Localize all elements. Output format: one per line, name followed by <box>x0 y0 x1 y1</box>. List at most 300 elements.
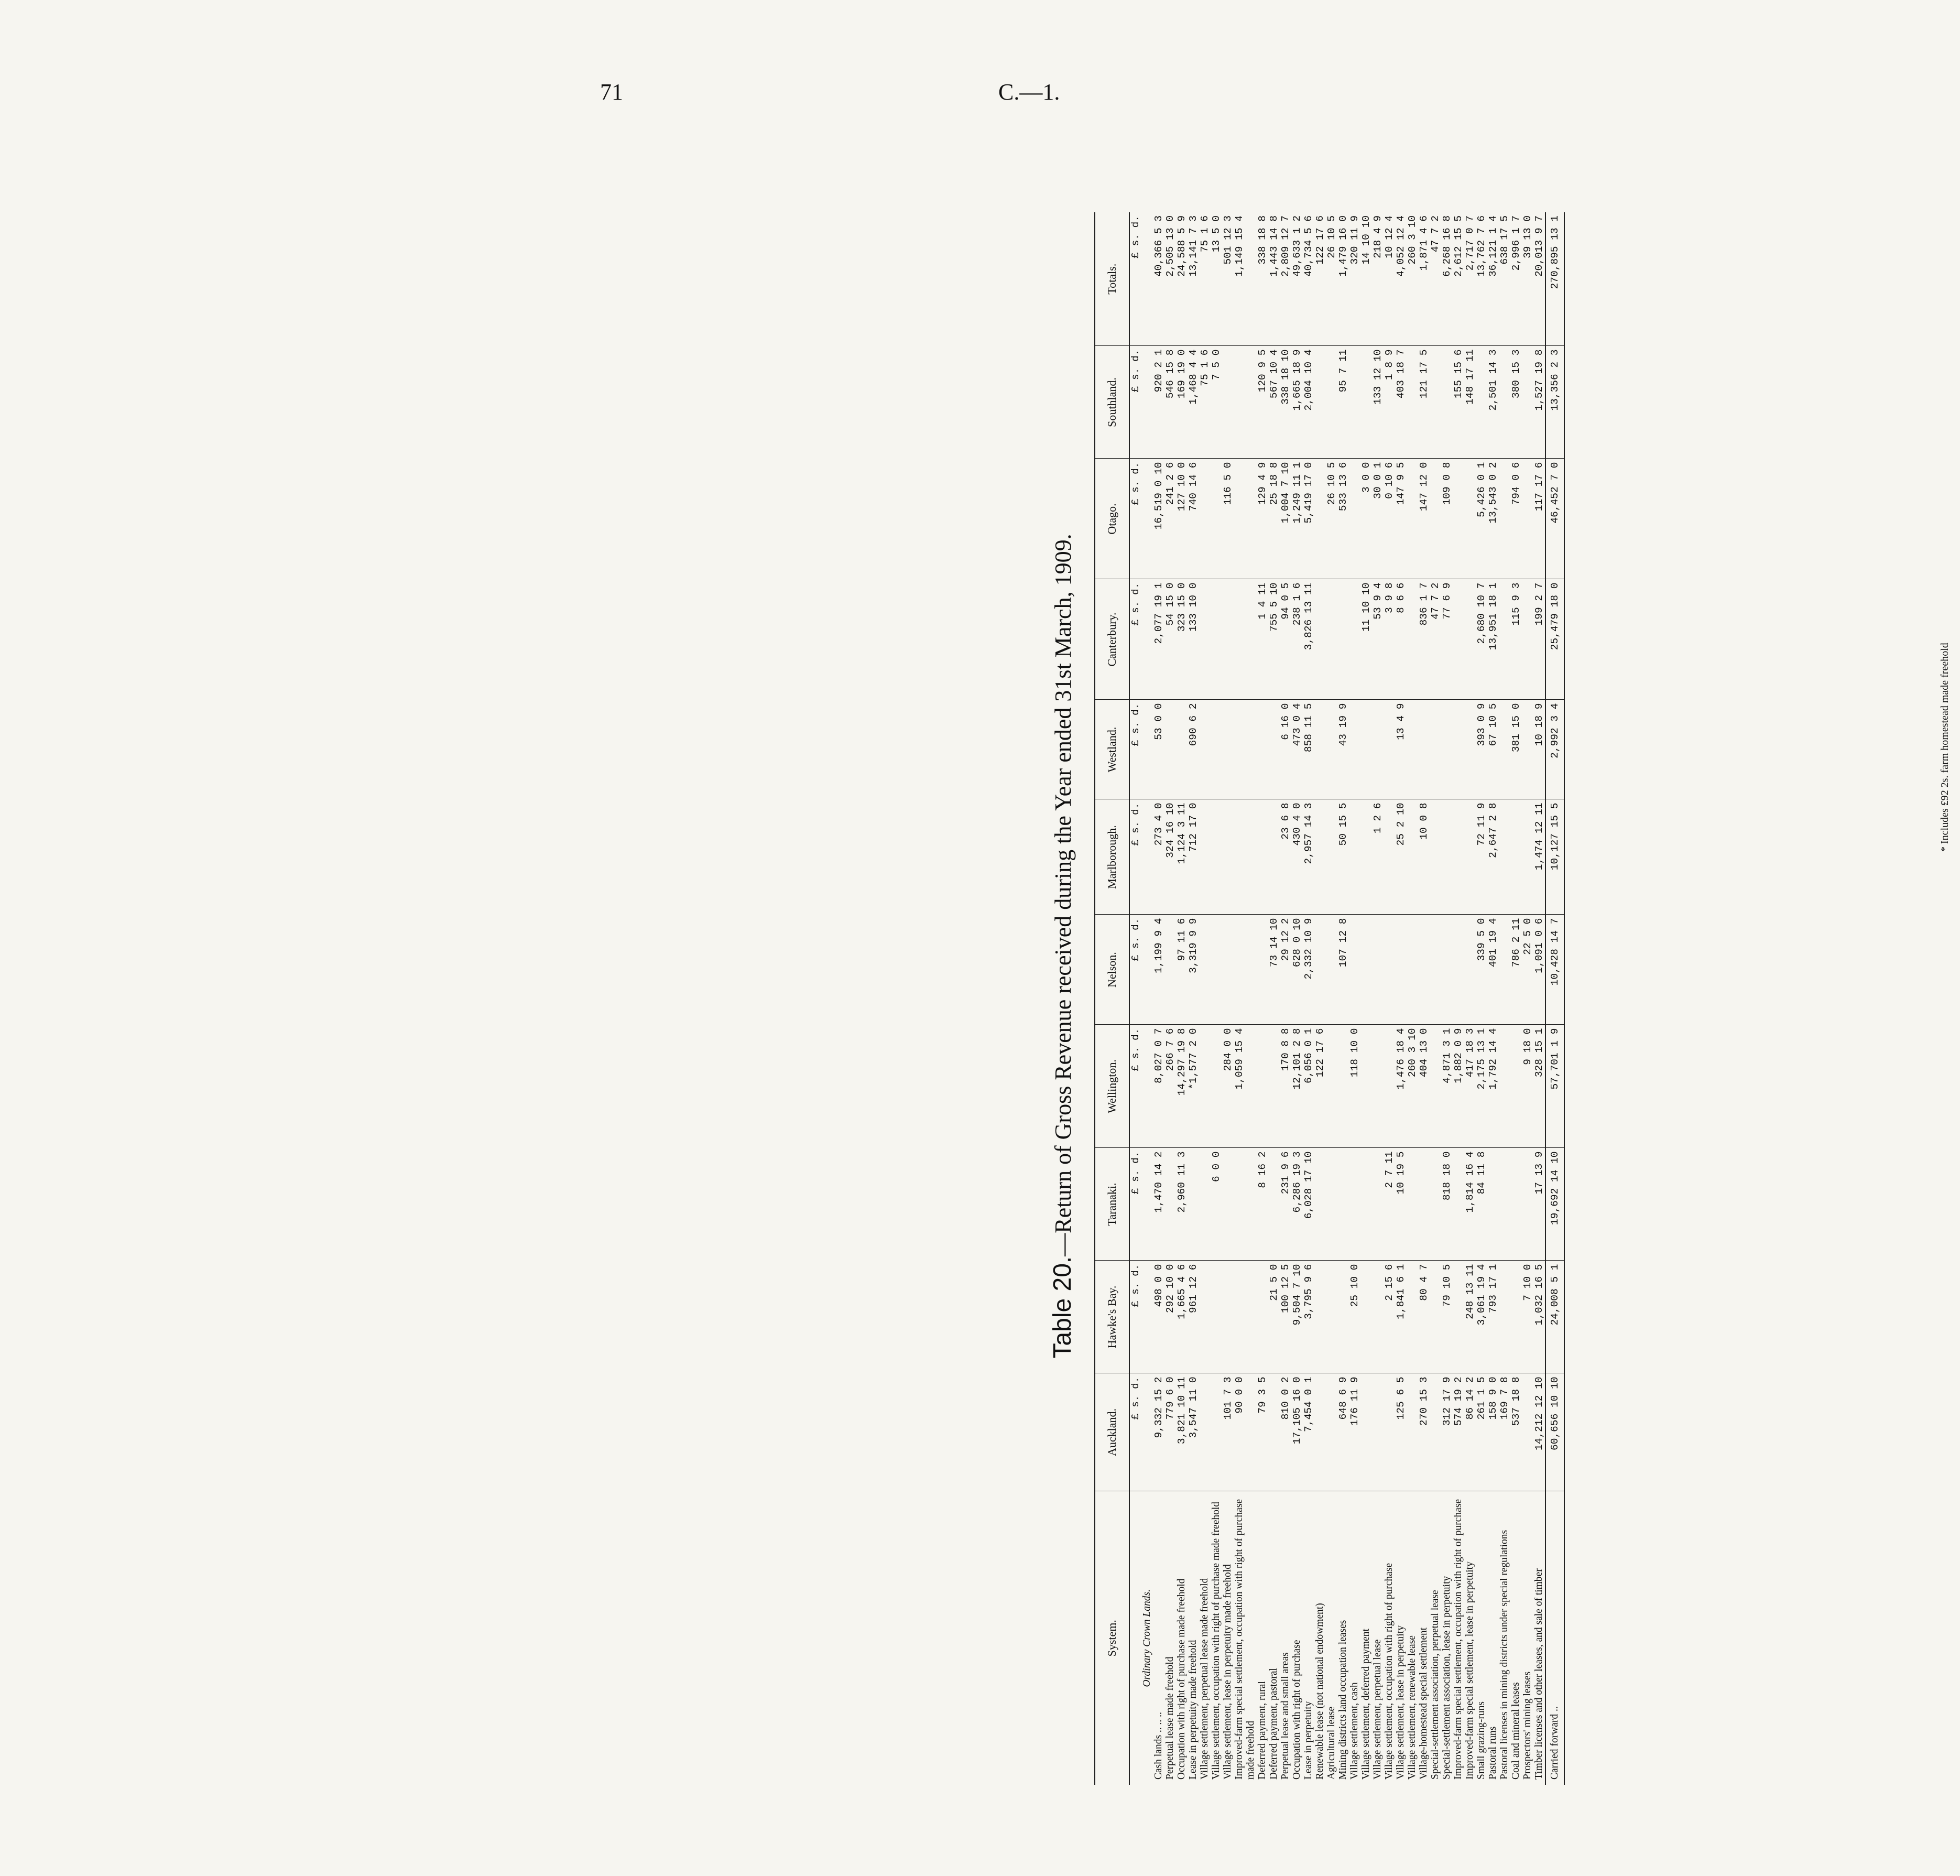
value-cell <box>1360 915 1372 1025</box>
value-cell: 1,470 14 2 <box>1153 1148 1164 1261</box>
value-cell: 13,141 7 3 <box>1188 212 1199 346</box>
value-cell <box>1211 579 1222 700</box>
value-cell <box>1453 799 1464 915</box>
system-name: Village settlement, renewable lease <box>1407 1635 1418 1780</box>
section-blank <box>1141 1373 1153 1491</box>
value-cell: 498 0 0 <box>1153 1261 1164 1373</box>
value-cell: 1,814 16 4 <box>1464 1148 1476 1261</box>
value-cell: 292 10 0 <box>1164 1261 1176 1373</box>
value-cell: 3,826 13 11 <box>1303 579 1314 700</box>
value-cell <box>1211 1025 1222 1148</box>
value-cell <box>1430 700 1441 799</box>
value-cell <box>1257 1261 1268 1373</box>
value-cell: 16,519 0 10 <box>1153 459 1164 579</box>
value-cell: 107 12 8 <box>1337 915 1349 1025</box>
value-cell <box>1268 1373 1280 1491</box>
value-cell: 53 0 0 <box>1153 700 1164 799</box>
table-row <box>1153 212 1164 1785</box>
table-row <box>1164 212 1176 1785</box>
value-cell <box>1222 915 1234 1025</box>
total-cell: 13,356 2 3 <box>1545 346 1564 459</box>
value-cell: 117 17 6 <box>1533 459 1545 579</box>
value-cell: 417 18 3 <box>1464 1025 1476 1148</box>
value-cell <box>1372 1148 1384 1261</box>
value-cell: 284 0 0 <box>1222 1025 1234 1148</box>
value-cell: 401 19 4 <box>1487 915 1499 1025</box>
value-cell: 323 15 0 <box>1176 579 1188 700</box>
value-cell <box>1499 915 1510 1025</box>
table-row <box>1268 212 1280 1785</box>
value-cell <box>1510 1025 1522 1148</box>
value-cell: 338 18 8 <box>1257 212 1268 346</box>
value-cell: 10 19 5 <box>1395 1148 1407 1261</box>
value-cell <box>1268 1025 1280 1148</box>
value-cell <box>1430 1148 1441 1261</box>
value-cell <box>1360 799 1372 915</box>
value-cell: 1,468 4 4 <box>1188 346 1199 459</box>
value-cell <box>1372 1261 1384 1373</box>
footnote: * Includes £92 2s. farm homestead made freehold <box>1939 643 1951 852</box>
value-cell: 176 11 9 <box>1349 1373 1360 1491</box>
value-cell <box>1430 1261 1441 1373</box>
value-cell: 473 0 4 <box>1291 700 1303 799</box>
value-cell <box>1522 579 1533 700</box>
table-row <box>1499 212 1510 1785</box>
total-cell: 46,452 7 0 <box>1545 459 1564 579</box>
value-cell <box>1384 799 1395 915</box>
value-cell <box>1349 700 1360 799</box>
value-cell <box>1211 1373 1222 1491</box>
section-blank <box>1141 346 1153 459</box>
value-cell: 14 10 10 <box>1360 212 1372 346</box>
total-cell: 25,479 18 0 <box>1545 579 1564 700</box>
table-row <box>1280 212 1291 1785</box>
value-cell: 21 5 0 <box>1268 1261 1280 1373</box>
value-cell <box>1314 1261 1326 1373</box>
value-cell <box>1487 1148 1499 1261</box>
value-cell <box>1464 915 1476 1025</box>
value-cell: 755 5 10 <box>1268 579 1280 700</box>
value-cell: 248 13 11 <box>1464 1261 1476 1373</box>
table-row <box>1360 212 1372 1785</box>
value-cell: 1,527 19 8 <box>1533 346 1545 459</box>
value-cell: 30 0 1 <box>1372 459 1384 579</box>
value-cell: 320 11 9 <box>1349 212 1360 346</box>
value-cell: 786 2 11 <box>1510 915 1522 1025</box>
total-cell: 270,895 13 1 <box>1545 212 1564 346</box>
table-row <box>1176 212 1188 1785</box>
value-cell <box>1407 700 1418 799</box>
value-cell <box>1384 1373 1395 1491</box>
value-cell: 2,332 10 9 <box>1303 915 1314 1025</box>
value-cell: 43 19 9 <box>1337 700 1349 799</box>
value-cell: 2,957 14 3 <box>1303 799 1314 915</box>
value-cell <box>1407 346 1418 459</box>
value-cell <box>1234 459 1257 579</box>
system-name: Deferred payment, pastoral <box>1268 1668 1279 1780</box>
value-cell: 690 6 2 <box>1188 700 1199 799</box>
value-cell <box>1326 799 1337 915</box>
value-cell: 170 8 8 <box>1280 1025 1291 1148</box>
value-cell: 40,366 5 3 <box>1153 212 1164 346</box>
value-cell <box>1510 799 1522 915</box>
table-row <box>1418 212 1430 1785</box>
system-name: Village settlement, lease in perpetuity <box>1395 1625 1406 1780</box>
table-row <box>1303 212 1314 1785</box>
value-cell: 312 17 9 <box>1441 1373 1453 1491</box>
value-cell: 129 4 9 <box>1257 459 1268 579</box>
table-row <box>1441 212 1453 1785</box>
units-cell: £ s. d. <box>1129 212 1141 346</box>
system-name: Small grazing-runs <box>1476 1701 1487 1780</box>
value-cell: 109 0 8 <box>1441 459 1453 579</box>
section-blank <box>1141 579 1153 700</box>
value-cell <box>1464 459 1476 579</box>
value-cell: 125 6 5 <box>1395 1373 1407 1491</box>
system-name: Agricultural lease <box>1326 1706 1337 1780</box>
value-cell <box>1418 700 1430 799</box>
value-cell <box>1522 700 1533 799</box>
value-cell: 9,504 7 10 <box>1291 1261 1303 1373</box>
value-cell <box>1326 1261 1337 1373</box>
value-cell <box>1499 346 1510 459</box>
value-cell <box>1349 799 1360 915</box>
value-cell <box>1464 579 1476 700</box>
units-cell: £ s. d. <box>1129 1373 1141 1491</box>
value-cell: 793 17 1 <box>1487 1261 1499 1373</box>
value-cell: 10 18 9 <box>1533 700 1545 799</box>
value-cell <box>1268 700 1280 799</box>
value-cell: 75 1 6 <box>1199 346 1211 459</box>
value-cell: 858 11 5 <box>1303 700 1314 799</box>
value-cell <box>1430 1373 1441 1491</box>
value-cell <box>1441 799 1453 915</box>
value-cell <box>1407 1261 1418 1373</box>
value-cell <box>1234 700 1257 799</box>
system-name: Improved-farm special settlement, lease in perpetuity <box>1464 1561 1475 1780</box>
value-cell: 6,056 0 1 <box>1303 1025 1314 1148</box>
value-cell: 8 6 6 <box>1395 579 1407 700</box>
value-cell: 2,501 14 3 <box>1487 346 1499 459</box>
value-cell <box>1453 459 1464 579</box>
value-cell: 779 6 0 <box>1164 1373 1176 1491</box>
value-cell <box>1222 1148 1234 1261</box>
value-cell: *1,577 2 0 <box>1188 1025 1199 1148</box>
value-cell <box>1453 700 1464 799</box>
value-cell: 403 18 7 <box>1395 346 1407 459</box>
value-cell <box>1510 1261 1522 1373</box>
value-cell: 133 12 10 <box>1372 346 1384 459</box>
value-cell: 13,543 0 2 <box>1487 459 1499 579</box>
value-cell <box>1199 1148 1211 1261</box>
value-cell <box>1257 799 1268 915</box>
value-cell: 261 1 5 <box>1476 1373 1487 1491</box>
value-cell: 1,249 11 1 <box>1291 459 1303 579</box>
value-cell <box>1199 1373 1211 1491</box>
total-row <box>1545 212 1564 1785</box>
value-cell: 404 13 0 <box>1418 1025 1430 1148</box>
value-cell: 324 16 10 <box>1164 799 1176 915</box>
system-name: Pastoral runs <box>1487 1726 1498 1780</box>
system-name: Occupation with right of purchase <box>1291 1640 1302 1780</box>
system-name: Village settlement, lease in perpetuity made freehold <box>1222 1564 1233 1780</box>
table-row <box>1453 212 1464 1785</box>
value-cell: 218 4 9 <box>1372 212 1384 346</box>
system-name: Village settlement, perpetual lease made freehold <box>1199 1578 1210 1780</box>
value-cell: 4,871 3 1 <box>1441 1025 1453 1148</box>
value-cell: 6,268 16 8 <box>1441 212 1453 346</box>
value-cell: 100 12 5 <box>1280 1261 1291 1373</box>
table-row <box>1337 212 1349 1785</box>
value-cell <box>1360 1148 1372 1261</box>
value-cell: 10 0 8 <box>1418 799 1430 915</box>
value-cell <box>1211 915 1222 1025</box>
system-name: Prospectors' mining leases <box>1522 1671 1533 1780</box>
value-cell <box>1407 579 1418 700</box>
value-cell: 2,004 10 4 <box>1303 346 1314 459</box>
value-cell: 6,028 17 10 <box>1303 1148 1314 1261</box>
table-row <box>1222 212 1234 1785</box>
value-cell <box>1476 346 1487 459</box>
value-cell <box>1360 700 1372 799</box>
value-cell: 7,454 0 1 <box>1303 1373 1314 1491</box>
value-cell: 1,091 0 6 <box>1533 915 1545 1025</box>
value-cell <box>1314 700 1326 799</box>
value-cell: 72 11 9 <box>1476 799 1487 915</box>
value-cell <box>1372 1373 1384 1491</box>
value-cell: 13,762 7 6 <box>1476 212 1487 346</box>
value-cell: 97 11 6 <box>1176 915 1188 1025</box>
value-cell: 1,792 14 4 <box>1487 1025 1499 1148</box>
value-cell: 3,795 9 6 <box>1303 1261 1314 1373</box>
value-cell: 9 18 0 <box>1522 1025 1533 1148</box>
column-header: Hawke's Bay. <box>1095 1261 1129 1373</box>
column-header: Auckland. <box>1095 1373 1129 1491</box>
value-cell: 9,332 15 2 <box>1153 1373 1164 1491</box>
system-name: Deferred payment, rural <box>1257 1681 1268 1780</box>
value-cell: 6,286 19 3 <box>1291 1148 1303 1261</box>
value-cell: 1,059 15 4 <box>1234 1025 1257 1148</box>
value-cell: 1 8 9 <box>1384 346 1395 459</box>
value-cell <box>1326 346 1337 459</box>
value-cell <box>1199 700 1211 799</box>
value-cell: 26 10 5 <box>1326 459 1337 579</box>
value-cell: 794 0 6 <box>1510 459 1522 579</box>
value-cell: 2,809 12 7 <box>1280 212 1291 346</box>
value-cell: 95 7 11 <box>1337 346 1349 459</box>
value-cell: 116 5 0 <box>1222 459 1234 579</box>
value-cell <box>1407 915 1418 1025</box>
value-cell: 2,505 13 0 <box>1164 212 1176 346</box>
value-cell <box>1430 1025 1441 1148</box>
value-cell <box>1199 579 1211 700</box>
value-cell: 273 4 0 <box>1153 799 1164 915</box>
table-title <box>1048 107 1078 1785</box>
value-cell <box>1407 1148 1418 1261</box>
column-header: Otago. <box>1095 459 1129 579</box>
value-cell <box>1188 1148 1199 1261</box>
value-cell: 712 17 0 <box>1188 799 1199 915</box>
value-cell <box>1499 799 1510 915</box>
value-cell: 121 17 5 <box>1418 346 1430 459</box>
system-name: Special-settlement association, lease in perpetuity <box>1441 1576 1452 1780</box>
total-cell: 60,656 10 10 <box>1545 1373 1564 1491</box>
value-cell: 147 12 0 <box>1418 459 1430 579</box>
value-cell: 1,665 4 6 <box>1176 1261 1188 1373</box>
page-number: 71 <box>600 79 623 105</box>
value-cell: 260 3 10 <box>1407 212 1418 346</box>
value-cell <box>1407 799 1418 915</box>
value-cell: 393 0 9 <box>1476 700 1487 799</box>
value-cell: 2,647 2 8 <box>1487 799 1499 915</box>
value-cell <box>1314 579 1326 700</box>
system-name: Timber licenses and other leases, and sale of timber <box>1533 1568 1544 1780</box>
value-cell: 533 13 6 <box>1337 459 1349 579</box>
value-cell <box>1453 579 1464 700</box>
value-cell: 20,013 9 7 <box>1533 212 1545 346</box>
value-cell: 133 10 0 <box>1188 579 1199 700</box>
value-cell <box>1222 700 1234 799</box>
column-header: Totals. <box>1095 212 1129 346</box>
value-cell: 26 10 5 <box>1326 212 1337 346</box>
value-cell: 270 15 3 <box>1418 1373 1430 1491</box>
value-cell: 1,871 4 6 <box>1418 212 1430 346</box>
column-header: Marlborough. <box>1095 799 1129 915</box>
table-row <box>1257 212 1268 1785</box>
table-row <box>1199 212 1211 1785</box>
table-row <box>1464 212 1476 1785</box>
value-cell <box>1407 1373 1418 1491</box>
value-cell <box>1314 1148 1326 1261</box>
value-cell: 25 18 8 <box>1268 459 1280 579</box>
value-cell <box>1211 1261 1222 1373</box>
value-cell: 2,077 19 1 <box>1153 579 1164 700</box>
system-name: Pastoral licenses in mining districts under special regulations <box>1499 1530 1510 1780</box>
value-cell <box>1257 700 1268 799</box>
value-cell <box>1234 799 1257 915</box>
system-name: Occupation with right of purchase made freehold <box>1176 1578 1187 1780</box>
value-cell: 328 15 1 <box>1533 1025 1545 1148</box>
value-cell: 8,027 0 7 <box>1153 1025 1164 1148</box>
section-blank <box>1141 1025 1153 1148</box>
value-cell: 67 10 5 <box>1487 700 1499 799</box>
system-name: Village settlement, occupation with right of purchase made freehold <box>1211 1501 1222 1780</box>
value-cell: 4,052 12 4 <box>1395 212 1407 346</box>
total-cell: 10,127 15 5 <box>1545 799 1564 915</box>
value-cell <box>1211 799 1222 915</box>
units-cell: £ s. d. <box>1129 915 1141 1025</box>
value-cell: 339 5 0 <box>1476 915 1487 1025</box>
units-cell: £ s. d. <box>1129 459 1141 579</box>
column-header: Wellington. <box>1095 1025 1129 1148</box>
total-cell: 10,428 14 7 <box>1545 915 1564 1025</box>
system-name: Village-homestead special settlement <box>1418 1627 1429 1780</box>
value-cell: 115 9 3 <box>1510 579 1522 700</box>
value-cell: 90 0 0 <box>1234 1373 1257 1491</box>
value-cell <box>1349 915 1360 1025</box>
value-cell: 13 4 9 <box>1395 700 1407 799</box>
value-cell <box>1326 700 1337 799</box>
table-row <box>1407 212 1418 1785</box>
section-blank <box>1141 799 1153 915</box>
total-cell: 2,992 3 4 <box>1545 700 1564 799</box>
value-cell <box>1314 346 1326 459</box>
value-cell: 567 10 4 <box>1268 346 1280 459</box>
value-cell: 381 15 0 <box>1510 700 1522 799</box>
value-cell: 3,319 9 9 <box>1188 915 1199 1025</box>
value-cell <box>1384 700 1395 799</box>
value-cell <box>1522 346 1533 459</box>
value-cell: 648 6 9 <box>1337 1373 1349 1491</box>
value-cell: 628 0 10 <box>1291 915 1303 1025</box>
system-name: Perpetual lease made freehold <box>1164 1656 1175 1780</box>
value-cell: 2,960 11 3 <box>1176 1148 1188 1261</box>
value-cell: 12,101 2 8 <box>1291 1025 1303 1148</box>
value-cell: 155 15 6 <box>1453 346 1464 459</box>
rotated-table-block <box>1048 107 1960 1785</box>
value-cell <box>1349 579 1360 700</box>
system-name: Cash lands .. .. .. <box>1153 1712 1164 1780</box>
system-name: Coal and mineral leases <box>1510 1682 1521 1780</box>
table-row <box>1384 212 1395 1785</box>
value-cell: 836 1 7 <box>1418 579 1430 700</box>
value-cell <box>1164 700 1176 799</box>
value-cell: 238 1 6 <box>1291 579 1303 700</box>
value-cell <box>1441 346 1453 459</box>
value-cell: 7 5 0 <box>1211 346 1222 459</box>
value-cell: 17 13 9 <box>1533 1148 1545 1261</box>
value-cell: 1,841 6 1 <box>1395 1261 1407 1373</box>
total-cell: 24,008 5 1 <box>1545 1261 1564 1373</box>
system-name: Lease in perpetuity <box>1303 1701 1314 1780</box>
system-name: Improved-farm special settlement, occupation with right of purchase made freehold <box>1234 1499 1256 1780</box>
value-cell: 241 2 6 <box>1164 459 1176 579</box>
value-cell <box>1372 1025 1384 1148</box>
table-row <box>1522 212 1533 1785</box>
units-cell: £ s. d. <box>1129 1025 1141 1148</box>
column-header: Westland. <box>1095 700 1129 799</box>
value-cell: 169 19 0 <box>1176 346 1188 459</box>
units-cell: £ s. d. <box>1129 799 1141 915</box>
value-cell: 84 11 8 <box>1476 1148 1487 1261</box>
value-cell <box>1234 579 1257 700</box>
table-row <box>1372 212 1384 1785</box>
value-cell: 501 12 3 <box>1222 212 1234 346</box>
value-cell: 5,426 0 1 <box>1476 459 1487 579</box>
value-cell: 260 3 10 <box>1407 1025 1418 1148</box>
value-cell <box>1522 1148 1533 1261</box>
value-cell: 231 9 6 <box>1280 1148 1291 1261</box>
section-blank <box>1141 212 1153 346</box>
value-cell: 79 10 5 <box>1441 1261 1453 1373</box>
value-cell: 39 13 0 <box>1522 212 1533 346</box>
column-header: Nelson. <box>1095 915 1129 1025</box>
value-cell <box>1430 346 1441 459</box>
value-cell: 158 9 0 <box>1487 1373 1499 1491</box>
value-cell <box>1360 1261 1372 1373</box>
value-cell <box>1268 799 1280 915</box>
table-header-row <box>1095 212 1129 1785</box>
value-cell <box>1337 579 1349 700</box>
value-cell: 54 15 0 <box>1164 579 1176 700</box>
value-cell: 1,149 15 4 <box>1234 212 1257 346</box>
value-cell <box>1430 799 1441 915</box>
value-cell <box>1395 915 1407 1025</box>
value-cell <box>1522 459 1533 579</box>
section-blank <box>1141 459 1153 579</box>
value-cell: 122 17 6 <box>1314 212 1326 346</box>
value-cell: 118 10 0 <box>1349 1025 1360 1148</box>
